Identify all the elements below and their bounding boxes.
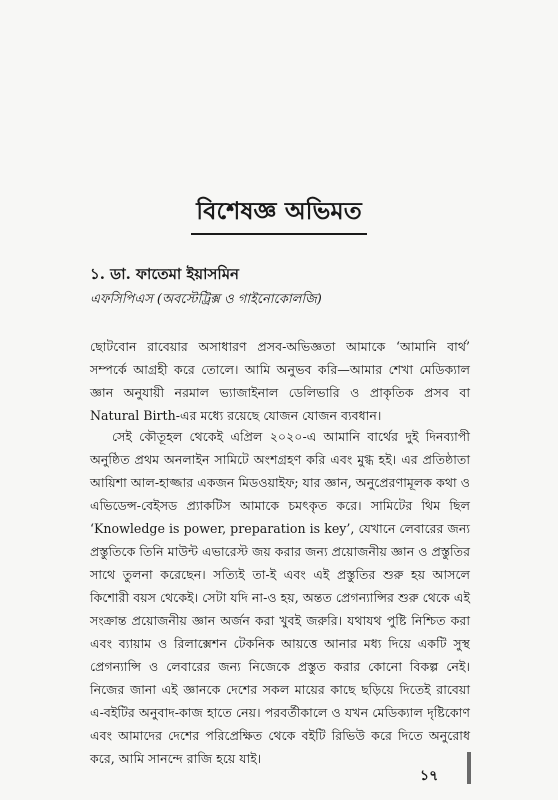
page-marker-bar <box>467 752 471 784</box>
page-number: ১৭ <box>420 768 439 784</box>
paragraph-2: সেই কৌতূহল থেকেই এপ্রিল ২০২০-এ আমানি বার্থের দুই দিনব্যাপী অনুষ্ঠিত প্রথম অনলাইন সামিটে অংশগ্রহণ করি এবং মুগ্ধ হই। এর প্রতিষ্ঠাতা আয়িশা আল-হাজ্জার একজন মিডওয়াইফ; যার জ্ঞান, অনুপ্রেরণামূলক কথা ও এভিডেন্স-বেইসড প্র্যাকটিস আমাকে চমৎকৃত করে। সামিটের থিম ছিল ‘Knowledge is power, preparation is key’, যেখানে লেবারের জন্য প্রস্তুতিকে তিনি মাউন্ট এভারেস্ট জয় করার জন্য প্রয়োজনীয় জ্ঞান ও প্রস্তুতির সাথে তুলনা করেছেন। সত্যিই তা-ই এবং এই প্রস্তুতির শুরু হয় আসলে কিশোরী বয়স থেকেই। সেটা যদি না-ও হয়, অন্তত প্রেগন্যান্সির শুরু থেকে এই সংক্রান্ত প্রয়োজনীয় জ্ঞান অর্জন করা খুবই জরুরি। যথাযথ পুষ্টি নিশ্চিত করা এবং ব্যায়াম ও রিলাক্সেশন টেকনিক আয়ত্তে আনার মধ্য দিয়ে একটি সুস্থ প্রেগন্যান্সি ও লেবারের জন্য নিজেকে প্রস্তুত করার কোনো বিকল্প নেই। নিজের জানা এই জ্ঞানকে দেশের সকল মায়ের কাছে ছড়িয়ে দিতেই রাবেয়া এ-বইটির অনুবাদ-কাজ হাতে নেয়। পরবর্তীকালে ও যখন মেডিক্যাল দৃষ্টিকোণ এবং আমাদের দেশের পরিপ্রেক্ষিত থেকে বইটি রিভিউ করে দিতে অনুরোধ করে, আমি সানন্দে রাজি হয়ে যাই। <box>90 428 470 766</box>
section-heading: বিশেষজ্ঞ অভিমত <box>196 196 362 225</box>
heading-underline <box>191 233 367 235</box>
author-degree: এফসিপিএস (অবস্টেট্রিক্স ও গাইনোকোলজি) <box>90 292 322 307</box>
paragraph-1: ছোটবোন রাবেয়ার অসাধারণ প্রসব-অভিজ্ঞতা আমাকে ‘আমানি বার্থ’ সম্পর্কে আগ্রহী করে তোলে। আমি অনুভব করি—আমার শেখা মেডিক্যাল জ্ঞান অনুযায়ী নরমাল ভ্যাজাইনাল ডেলিভারি ও প্রাকৃতিক প্রসব বা Natural Birth-এর মধ্যে রয়েছে যোজন যোজন ব্যবধান। <box>90 338 470 423</box>
author-name: ১. ডা. ফাতেমা ইয়াসমিন <box>90 265 239 283</box>
